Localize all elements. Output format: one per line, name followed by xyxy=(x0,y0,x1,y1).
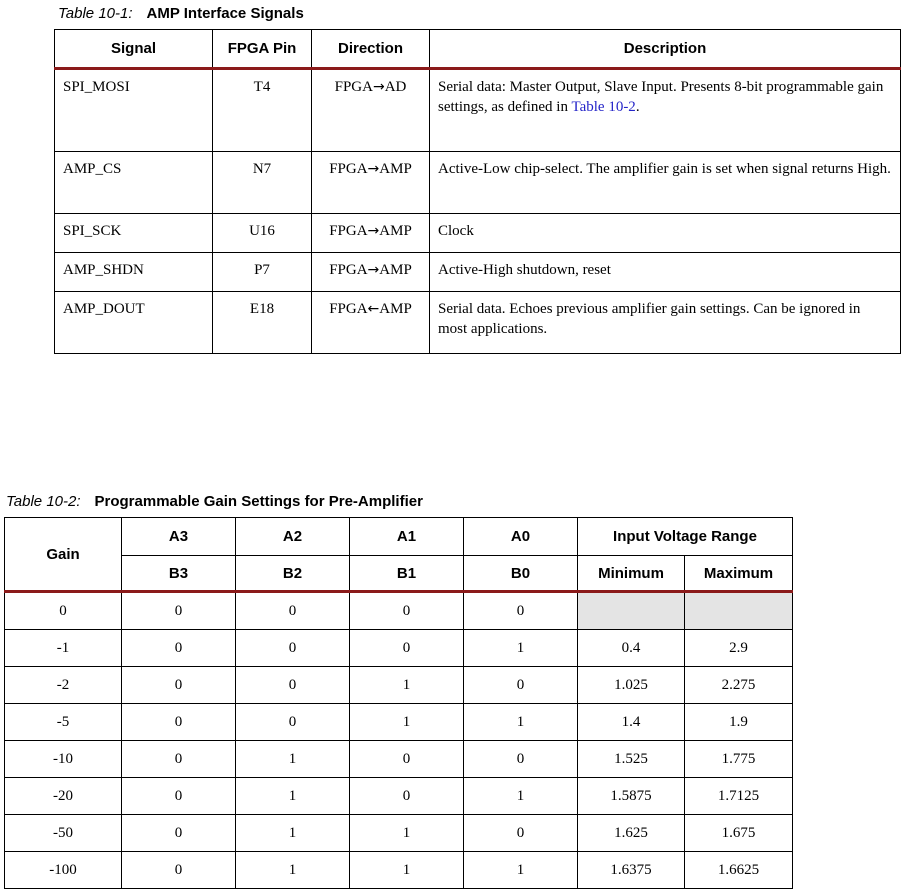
table2-header-row-2 xyxy=(5,556,793,592)
maximum-cell: 1.7125 xyxy=(685,778,793,815)
header-a3: A3 xyxy=(122,518,236,556)
direction-from: FPGA xyxy=(329,223,368,239)
bit0-cell: 1 xyxy=(464,630,578,667)
header-direction: Direction xyxy=(312,30,430,69)
bit1-cell: 1 xyxy=(350,852,464,889)
description-cell xyxy=(430,69,901,152)
signal-cell: SPI_MOSI xyxy=(55,69,213,152)
bit0-cell: 1 xyxy=(464,704,578,741)
header-gain: Gain xyxy=(5,518,122,592)
table-row xyxy=(5,630,793,667)
arrow-right-icon: → xyxy=(372,79,385,95)
bit0-cell: 0 xyxy=(464,815,578,852)
header-maximum: Maximum xyxy=(685,556,793,592)
maximum-cell: 2.275 xyxy=(685,667,793,704)
table-row xyxy=(55,152,901,214)
bit3-cell: 0 xyxy=(122,741,236,778)
description-cell: Serial data. Echoes previous amplifier gain settings. Can be ignored in most applications. xyxy=(430,292,901,354)
direction-cell xyxy=(312,253,430,292)
table2-caption-title: Programmable Gain Settings for Pre-Amplifier xyxy=(94,493,423,510)
table-row xyxy=(5,815,793,852)
table-row xyxy=(55,292,901,354)
table-10-2-link[interactable]: Table 10-2 xyxy=(571,99,636,115)
description-end: . xyxy=(635,99,640,115)
arrow-right-icon: → xyxy=(367,223,380,239)
gain-cell: -50 xyxy=(5,815,122,852)
pin-cell: T4 xyxy=(213,69,312,152)
bit0-cell: 0 xyxy=(464,592,578,630)
maximum-cell: 1.9 xyxy=(685,704,793,741)
direction-from: FPGA xyxy=(329,161,368,177)
header-b0: B0 xyxy=(464,556,578,592)
bit3-cell: 0 xyxy=(122,630,236,667)
header-minimum: Minimum xyxy=(578,556,685,592)
header-b3: B3 xyxy=(122,556,236,592)
table1-caption xyxy=(58,5,304,22)
arrow-right-icon: → xyxy=(367,161,380,177)
signal-cell: SPI_SCK xyxy=(55,214,213,253)
table1-caption-title: AMP Interface Signals xyxy=(146,5,304,22)
header-description: Description xyxy=(430,30,901,69)
amp-interface-signals-table xyxy=(54,29,901,354)
minimum-cell: 1.525 xyxy=(578,741,685,778)
table2-caption-label: Table 10-2: xyxy=(6,493,81,510)
pin-cell: P7 xyxy=(213,253,312,292)
direction-to: AMP xyxy=(379,223,412,239)
bit1-cell: 0 xyxy=(350,778,464,815)
header-a1: A1 xyxy=(350,518,464,556)
bit0-cell: 0 xyxy=(464,741,578,778)
bit0-cell: 0 xyxy=(464,667,578,704)
bit3-cell: 0 xyxy=(122,592,236,630)
direction-to: AMP xyxy=(379,262,412,278)
bit1-cell: 0 xyxy=(350,741,464,778)
bit1-cell: 0 xyxy=(350,592,464,630)
direction-cell xyxy=(312,292,430,354)
direction-from: FPGA xyxy=(334,79,373,95)
table-row xyxy=(5,778,793,815)
pin-cell: E18 xyxy=(213,292,312,354)
minimum-cell: 1.625 xyxy=(578,815,685,852)
maximum-cell: 1.675 xyxy=(685,815,793,852)
minimum-cell: 1.025 xyxy=(578,667,685,704)
gain-cell: -10 xyxy=(5,741,122,778)
bit2-cell: 1 xyxy=(236,778,350,815)
direction-from: FPGA xyxy=(329,262,368,278)
gain-cell: -5 xyxy=(5,704,122,741)
header-input-voltage-range: Input Voltage Range xyxy=(578,518,793,556)
header-fpga-pin: FPGA Pin xyxy=(213,30,312,69)
direction-to: AMP xyxy=(379,161,412,177)
header-a2: A2 xyxy=(236,518,350,556)
bit1-cell: 1 xyxy=(350,815,464,852)
bit3-cell: 0 xyxy=(122,852,236,889)
header-b1: B1 xyxy=(350,556,464,592)
gain-cell: -2 xyxy=(5,667,122,704)
gain-cell: -100 xyxy=(5,852,122,889)
pin-cell: U16 xyxy=(213,214,312,253)
description-cell: Clock xyxy=(430,214,901,253)
minimum-cell xyxy=(578,592,685,630)
minimum-cell: 1.6375 xyxy=(578,852,685,889)
signal-cell: AMP_DOUT xyxy=(55,292,213,354)
bit1-cell: 1 xyxy=(350,667,464,704)
signal-cell: AMP_CS xyxy=(55,152,213,214)
bit2-cell: 0 xyxy=(236,630,350,667)
bit2-cell: 0 xyxy=(236,592,350,630)
signal-cell: AMP_SHDN xyxy=(55,253,213,292)
direction-to: AD xyxy=(384,79,407,95)
table1-header-row xyxy=(55,30,901,69)
gain-cell: -1 xyxy=(5,630,122,667)
direction-from: FPGA xyxy=(329,301,368,317)
direction-cell xyxy=(312,214,430,253)
table2-header-row-1 xyxy=(5,518,793,556)
arrow-right-icon: → xyxy=(367,262,380,278)
bit3-cell: 0 xyxy=(122,778,236,815)
bit2-cell: 1 xyxy=(236,815,350,852)
header-b2: B2 xyxy=(236,556,350,592)
table-row xyxy=(55,69,901,152)
table1-caption-label: Table 10-1: xyxy=(58,5,133,22)
minimum-cell: 1.5875 xyxy=(578,778,685,815)
direction-to: AMP xyxy=(379,301,412,317)
table-row xyxy=(5,852,793,889)
maximum-cell: 1.6625 xyxy=(685,852,793,889)
bit3-cell: 0 xyxy=(122,704,236,741)
bit1-cell: 1 xyxy=(350,704,464,741)
gain-cell: -20 xyxy=(5,778,122,815)
maximum-cell xyxy=(685,592,793,630)
direction-cell xyxy=(312,69,430,152)
bit2-cell: 0 xyxy=(236,667,350,704)
table-row xyxy=(55,214,901,253)
gain-cell: 0 xyxy=(5,592,122,630)
bit0-cell: 1 xyxy=(464,778,578,815)
direction-cell xyxy=(312,152,430,214)
bit2-cell: 1 xyxy=(236,741,350,778)
minimum-cell: 1.4 xyxy=(578,704,685,741)
description-text: Serial data: Master Output, Slave Input. Presents 8-bit programmable gain settings, as defined in xyxy=(438,79,884,115)
header-signal: Signal xyxy=(55,30,213,69)
maximum-cell: 1.775 xyxy=(685,741,793,778)
pin-cell: N7 xyxy=(213,152,312,214)
gain-settings-table xyxy=(4,517,793,889)
maximum-cell: 2.9 xyxy=(685,630,793,667)
bit0-cell: 1 xyxy=(464,852,578,889)
bit2-cell: 0 xyxy=(236,704,350,741)
table-row xyxy=(5,741,793,778)
bit3-cell: 0 xyxy=(122,815,236,852)
table-row xyxy=(5,592,793,630)
bit2-cell: 1 xyxy=(236,852,350,889)
bit3-cell: 0 xyxy=(122,667,236,704)
description-cell: Active-Low chip-select. The amplifier gain is set when signal returns High. xyxy=(430,152,901,214)
arrow-left-icon: ← xyxy=(367,301,380,317)
table-row xyxy=(55,253,901,292)
table-row xyxy=(5,704,793,741)
table2-caption xyxy=(6,493,423,510)
bit1-cell: 0 xyxy=(350,630,464,667)
minimum-cell: 0.4 xyxy=(578,630,685,667)
table-row xyxy=(5,667,793,704)
description-cell: Active-High shutdown, reset xyxy=(430,253,901,292)
header-a0: A0 xyxy=(464,518,578,556)
